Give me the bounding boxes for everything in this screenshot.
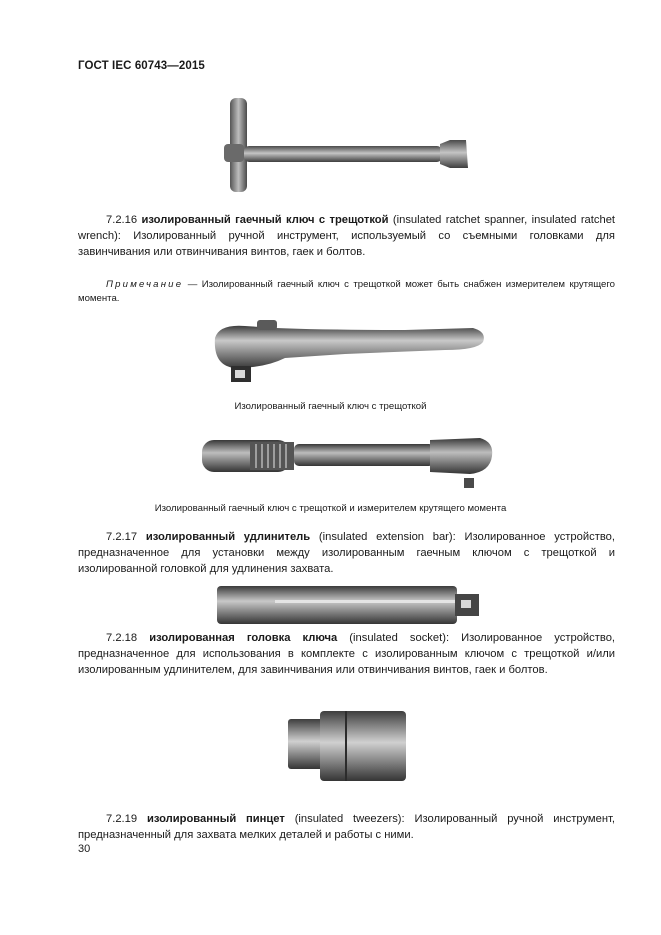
note-text: — Изолированный гаечный ключ с трещоткой может быть снабжен измерителем крутящего момента. [78,279,615,304]
torque-ratchet-illustration [198,432,498,496]
clause-number: 7.2.17 [106,531,138,543]
document-header: ГОСТ IEC 60743—2015 [78,60,205,72]
term: изолированная головка ключа [149,632,338,644]
term: изолированный удлинитель [145,531,311,543]
definition-text: (insulated extension bar): Изолированное устройство, предназначенное для установки между изолированным гаечным ключом с трещоткой и изолированной головкой для удлинения захвата. [78,531,615,575]
t-handle-tool-illustration [218,96,473,196]
ratchet-wrench-illustration [205,318,490,390]
term: изолированный пинцет [146,813,285,825]
note [78,278,615,306]
clause-number: 7.2.16 [106,214,138,226]
definition-text: (insulated socket): Изолированное устройство, предназначенное для использования в комплекте с изолированным ключом с трещоткой и/или изолированным удлинителем, для завинчивания или отвинчивания винтов, гаек и болтов. [78,632,616,676]
definition-text: (insulated ratchet spanner, insulated ratchet wrench): Изолированный ручной инструмент, используемый со съемными головками для завинчивания или отвинчивания винтов, гаек и болтов. [78,214,616,258]
definition-text: (insulated tweezers): Изолированный ручной инструмент, предназначенный для захвата мелких деталей и работы с ними. [78,813,615,841]
clause-number: 7.2.18 [106,632,138,644]
page-number: 30 [78,843,91,855]
figure-caption-torque-ratchet: Изолированный гаечный ключ с трещоткой и измерителем крутящего момента [154,503,507,514]
extension-bar-illustration [215,584,485,628]
note-label: Примечание [106,279,184,290]
socket-illustration [286,703,408,783]
clause-number: 7.2.19 [106,813,138,825]
definition-7-2-18 [78,630,615,678]
definition-7-2-19 [78,811,615,843]
definition-7-2-16 [78,212,615,260]
figure-caption-ratchet: Изолированный гаечный ключ с трещоткой [234,401,427,412]
definition-7-2-17 [78,529,615,577]
term: изолированный гаечный ключ с трещоткой [141,214,389,226]
